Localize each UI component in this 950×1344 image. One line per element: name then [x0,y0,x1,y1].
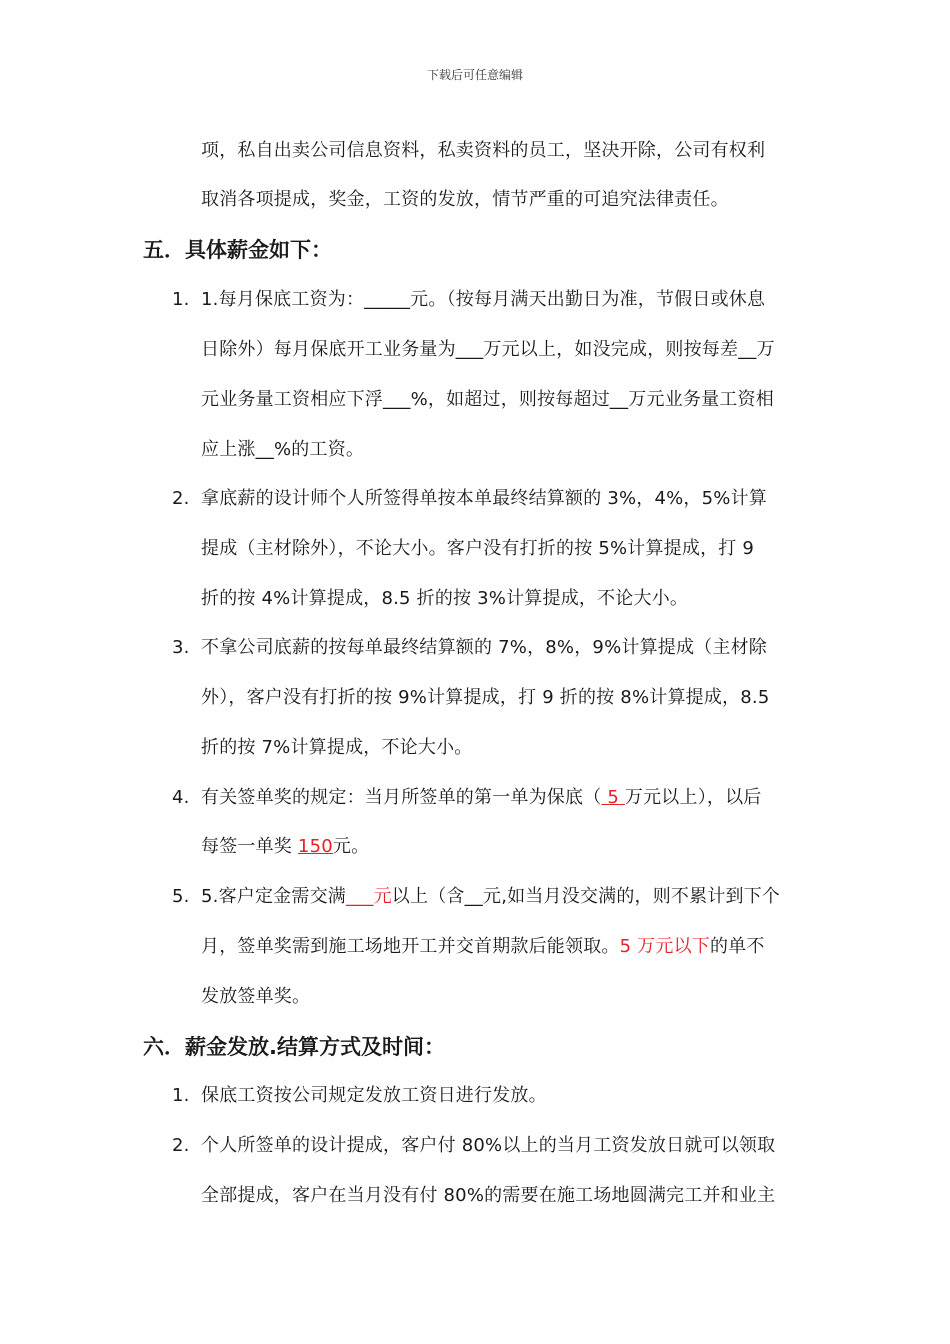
item-5-deposit-highlight: ___元 [345,886,392,907]
item-5-line-2-text-b: 的单不 [709,936,765,957]
item-4-bonus-highlight: 150 [297,836,333,857]
intro-line-1: 项，私自出卖公司信息资料，私卖资料的员工，坚决开除，公司有权利 [201,140,766,161]
item-2-line-2: 提成（主材除外），不论大小。客户没有打折的按 5%计算提成，打 9 [201,538,755,559]
item-5-line-3: 发放签单奖。 [201,986,311,1007]
s6-item-1-number: 1. [172,1085,190,1106]
item-4-amount-highlight: 5 [601,787,625,808]
s6-item-2-line-1: 个人所签单的设计提成，客户付 80%以上的当月工资发放日就可以领取 [201,1135,776,1156]
section-5-title: 五．具体薪金如下： [143,238,332,262]
item-3-line-1: 不拿公司底薪的按每单最终结算额的 7%，8%，9%计算提成（主材除 [201,637,767,658]
item-4-line-1 [201,786,762,810]
item-1-line-2: 日除外）每月保底开工业务量为___万元以上，如没完成，则按每差__万 [201,339,775,360]
s6-item-2-number: 2. [172,1135,190,1156]
item-5-number: 5. [172,886,190,907]
item-2-line-1: 拿底薪的设计师个人所签得单按本单最终结算额的 3%，4%，5%计算 [201,488,767,509]
item-3-line-3: 折的按 7%计算提成，不论大小。 [201,737,473,758]
item-4-number: 4. [172,787,190,808]
s6-item-1-line-1: 保底工资按公司规定发放工资日进行发放。 [201,1085,547,1106]
item-4-line-2-text-b: 元。 [332,836,370,857]
item-5-line-1-text-b: 以上（含__元,如当月没交满的，则不累计到下个 [391,886,781,907]
item-2-number: 2. [172,488,190,509]
item-1-line-3: 元业务量工资相应下浮___%，如超过，则按每超过__万元业务量工资相 [201,389,774,410]
item-4-line-1-text-a: 有关签单奖的规定：当月所签单的第一单为保底（ [201,787,602,808]
s6-item-2-line-2: 全部提成，客户在当月没有付 80%的需要在施工场地圆满完工并和业主 [201,1185,776,1206]
item-5-line-2-text-a: 月，签单奖需到施工场地开工并交首期款后能领取。 [201,936,620,957]
item-5-line-1 [201,885,780,909]
item-2-line-3: 折的按 4%计算提成，8.5 折的按 3%计算提成，不论大小。 [201,588,689,609]
item-5-line-1-text-a: 5.客户定金需交满 [201,886,346,907]
item-5-line-2 [201,935,765,959]
item-1-line-1: 1.每月保底工资为：_____元。（按每月满天出勤日为准，节假日或休息 [201,289,766,310]
item-5-threshold-highlight: 5 万元以下 [619,936,710,957]
item-1-line-4: 应上涨__%的工资。 [201,439,365,460]
item-1-number: 1. [172,289,190,310]
section-6-title: 六．薪金发放.结算方式及时间： [143,1035,445,1059]
intro-line-2: 取消各项提成，奖金，工资的发放，情节严重的可追究法律责任。 [201,189,729,210]
item-3-number: 3. [172,637,190,658]
item-4-line-2 [201,835,369,859]
item-4-line-1-text-b: 万元以上），以后 [624,787,762,808]
item-3-line-2: 外），客户没有打折的按 9%计算提成，打 9 折的按 8%计算提成，8.5 [201,687,770,708]
header-note: 下载后可任意编辑 [426,68,523,82]
item-4-line-2-text-a: 每签一单奖 [201,836,298,857]
